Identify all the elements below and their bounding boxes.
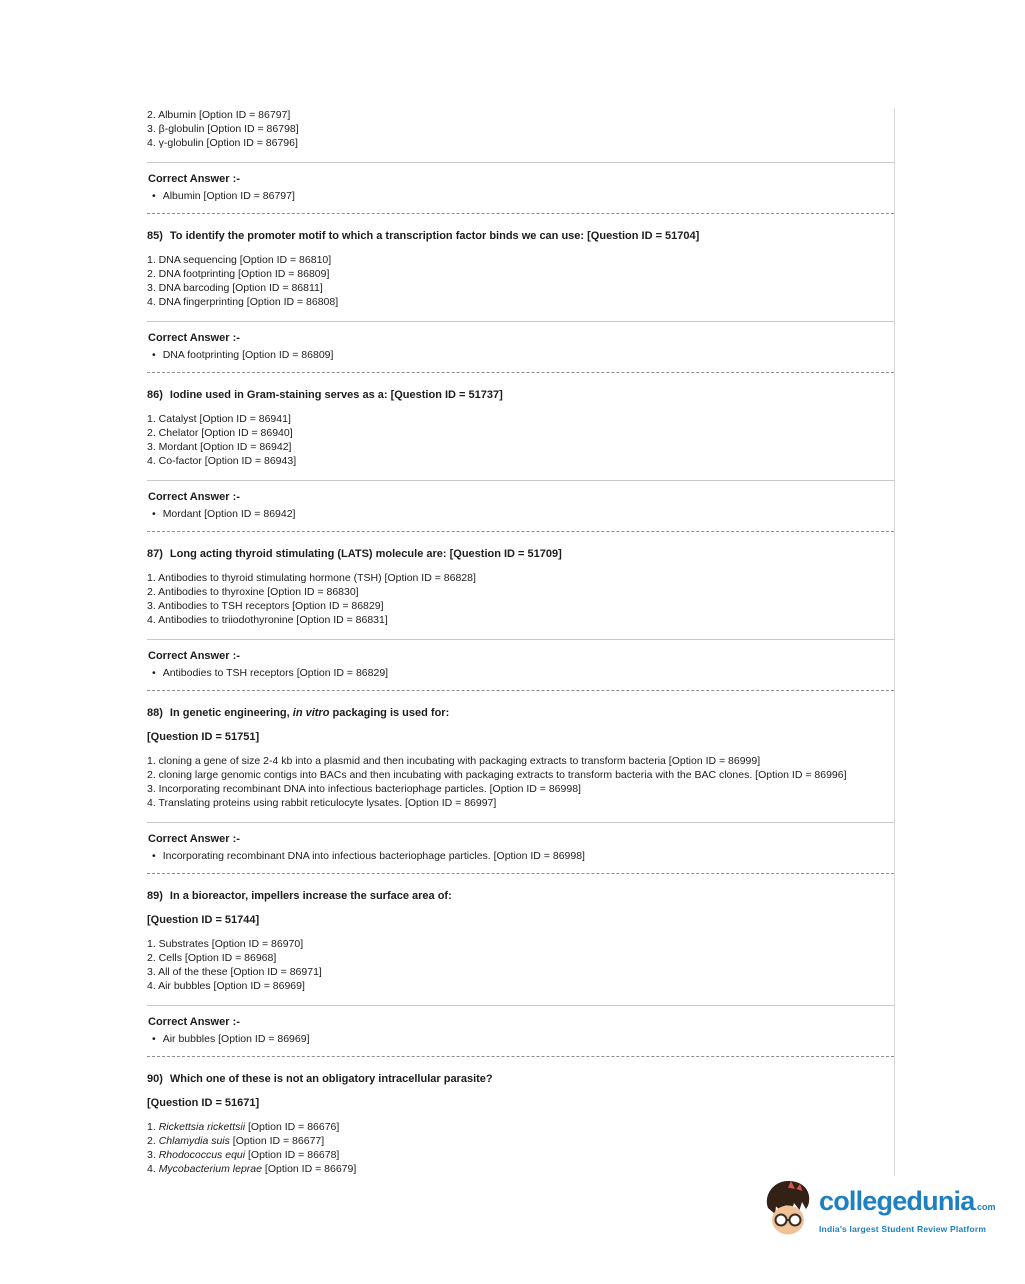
question-block [147, 1057, 894, 1176]
correct-answer-text: Incorporating recombinant DNA into infectious bacteriophage particles. [Option ID = 86998] [162, 850, 585, 862]
correct-answer-row [148, 507, 894, 521]
option-item [147, 1120, 894, 1134]
question-title [147, 706, 894, 720]
brand-tagline: India's largest Student Review Platform [819, 1224, 987, 1234]
question-title [147, 229, 894, 243]
option-item: 3. β-globulin [Option ID = 86798] [147, 123, 299, 135]
option-item: 2. Antibodies to thyroxine [Option ID = 86830] [147, 586, 359, 598]
plain-text: [Option ID = 86678] [245, 1149, 340, 1161]
question-text: In a bioreactor, impellers increase the surface area of: [169, 890, 452, 902]
italic-text: Rickettsia rickettsii [158, 1121, 246, 1133]
correct-answer-label: Correct Answer :- [148, 650, 240, 662]
plain-text: 4. [147, 1163, 159, 1175]
bullet-icon: • [152, 190, 156, 202]
correct-answer-row [148, 189, 894, 203]
question-id: [Question ID = 51744] [147, 914, 260, 926]
question-number: 89) [147, 890, 163, 902]
question-block [147, 373, 894, 532]
question-text: To identify the promoter motif to which a transcription factor binds we can use: [Question ID = 51704] [169, 230, 700, 242]
collegedunia-mascot-icon [762, 1178, 814, 1238]
correct-answer-row [148, 666, 894, 680]
option-item: 4. Air bubbles [Option ID = 86969] [147, 980, 305, 992]
options-list [147, 1120, 894, 1176]
question-number: 87) [147, 548, 163, 560]
brand-name: collegedunia [819, 1186, 975, 1216]
correct-answer-text: Antibodies to TSH receptors [Option ID = 86829] [162, 667, 389, 679]
correct-answer-box [147, 480, 894, 531]
correct-answer-label: Correct Answer :- [148, 1016, 240, 1028]
option-item: 1. Catalyst [Option ID = 86941] [147, 413, 291, 425]
correct-answer-label: Correct Answer :- [148, 332, 240, 344]
options-list [147, 412, 894, 468]
logo-text [819, 1178, 995, 1234]
italic-text: in vitro [292, 707, 330, 719]
option-item: 3. Mordant [Option ID = 86942] [147, 441, 292, 453]
correct-answer-text: DNA footprinting [Option ID = 86809] [162, 349, 334, 361]
collegedunia-logo [762, 1178, 995, 1238]
option-item: 3. Antibodies to TSH receptors [Option ID = 86829] [147, 600, 384, 612]
plain-text: 2. [147, 1135, 159, 1147]
options-list [147, 108, 894, 150]
bullet-icon: • [152, 1033, 156, 1045]
question-block [147, 874, 894, 1057]
correct-answer-label: Correct Answer :- [148, 173, 240, 185]
bullet-icon: • [152, 667, 156, 679]
option-item: 4. Co-factor [Option ID = 86943] [147, 455, 297, 467]
plain-text: In genetic engineering, [169, 707, 293, 719]
bullet-icon: • [152, 349, 156, 361]
plain-text: [Option ID = 86676] [245, 1121, 340, 1133]
question-number: 88) [147, 707, 163, 719]
question-paper [147, 108, 895, 1176]
question-list [147, 108, 894, 1176]
plain-text: [Option ID = 86679] [261, 1163, 357, 1175]
correct-answer-label: Correct Answer :- [148, 833, 240, 845]
question-number: 90) [147, 1073, 163, 1085]
question-text [170, 707, 449, 719]
question-title [147, 889, 894, 903]
correct-answer-row [148, 849, 894, 863]
plain-text: packaging is used for: [329, 707, 450, 719]
correct-answer-label: Correct Answer :- [148, 491, 240, 503]
option-item: 3. All of the these [Option ID = 86971] [147, 966, 322, 978]
option-item: 2. DNA footprinting [Option ID = 86809] [147, 268, 330, 280]
italic-text: Rhodococcus equi [158, 1149, 246, 1161]
bullet-icon: • [152, 850, 156, 862]
question-block [147, 214, 894, 373]
option-item: 1. Antibodies to thyroid stimulating hormone (TSH) [Option ID = 86828] [147, 572, 476, 584]
question-block [147, 532, 894, 691]
option-item: 2. Chelator [Option ID = 86940] [147, 427, 293, 439]
correct-answer-text: Albumin [Option ID = 86797] [162, 190, 295, 202]
options-list [147, 253, 894, 309]
option-item [147, 1148, 894, 1162]
option-item: 1. cloning a gene of size 2-4 kb into a plasmid and then incubating with packaging extracts to transform bacteria [Option ID = 86999] [147, 755, 761, 767]
option-item: 4. DNA fingerprinting [Option ID = 86808] [147, 296, 339, 308]
question-title [147, 388, 894, 402]
options-list [147, 571, 894, 627]
bullet-icon: • [152, 508, 156, 520]
correct-answer-box [147, 822, 894, 873]
correct-answer-box [147, 162, 894, 213]
plain-text: 1. [147, 1121, 159, 1133]
correct-answer-box [147, 1005, 894, 1056]
brand-tld: .com [974, 1202, 996, 1212]
correct-answer-box [147, 639, 894, 690]
plain-text: 3. [147, 1149, 159, 1161]
plain-text: [Option ID = 86677] [229, 1135, 325, 1147]
option-item: 2. Albumin [Option ID = 86797] [147, 109, 291, 121]
options-list [147, 937, 894, 993]
option-item: 3. Incorporating recombinant DNA into infectious bacteriophage particles. [Option ID = 86998] [147, 783, 581, 795]
question-block [147, 691, 894, 874]
option-item: 1. Substrates [Option ID = 86970] [147, 938, 304, 950]
correct-answer-text: Mordant [Option ID = 86942] [162, 508, 296, 520]
option-item: 4. Antibodies to triiodothyronine [Option ID = 86831] [147, 614, 388, 626]
correct-answer-box [147, 321, 894, 372]
option-item: 2. cloning large genomic contigs into BACs and then incubating with packaging extracts to transform bacteria with the BAC clones. [Option ID = 86996] [147, 769, 847, 781]
question-block [147, 108, 894, 214]
question-title [147, 1072, 894, 1086]
correct-answer-row [148, 348, 894, 362]
brand-row [819, 1186, 995, 1222]
option-item [147, 1162, 894, 1176]
italic-text: Chlamydia suis [158, 1135, 230, 1147]
option-item: 4. Translating proteins using rabbit reticulocyte lysates. [Option ID = 86997] [147, 797, 497, 809]
question-id: [Question ID = 51751] [147, 731, 260, 743]
option-item [147, 1134, 894, 1148]
option-item: 1. DNA sequencing [Option ID = 86810] [147, 254, 332, 266]
question-text: Iodine used in Gram-staining serves as a: [Question ID = 51737] [169, 389, 503, 401]
option-item: 4. γ-globulin [Option ID = 86796] [147, 137, 298, 149]
question-text: Long acting thyroid stimulating (LATS) molecule are: [Question ID = 51709] [169, 548, 562, 560]
question-number: 86) [147, 389, 163, 401]
options-list [147, 754, 894, 810]
italic-text: Mycobacterium leprae [158, 1163, 262, 1175]
question-number: 85) [147, 230, 163, 242]
correct-answer-text: Air bubbles [Option ID = 86969] [162, 1033, 310, 1045]
question-text: Which one of these is not an obligatory intracellular parasite? [169, 1073, 493, 1085]
option-item: 3. DNA barcoding [Option ID = 86811] [147, 282, 323, 294]
option-item: 2. Cells [Option ID = 86968] [147, 952, 277, 964]
question-id: [Question ID = 51671] [147, 1097, 260, 1109]
correct-answer-row [148, 1032, 894, 1046]
question-title [147, 547, 894, 561]
